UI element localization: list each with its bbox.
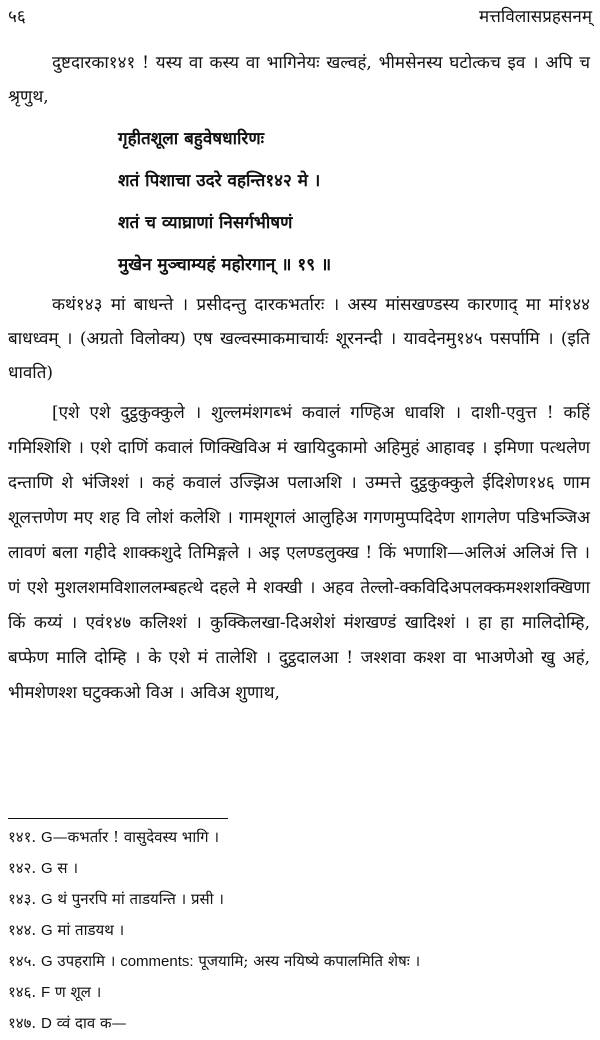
footnote-text: उपहरामि । bbox=[57, 952, 121, 970]
footnote-text: व्वं दाव क— bbox=[56, 1014, 127, 1032]
footnote-number: १४४. bbox=[8, 921, 37, 939]
footnote-number: १४७. bbox=[8, 1014, 37, 1032]
footnote-number: १४२. bbox=[8, 859, 37, 877]
running-title: मत्तविलासप्रहसनम् bbox=[479, 7, 592, 27]
paragraph-2: कथं१४३ मां बाधन्ते । प्रसीदन्तु दारकभर्तारः । अस्य मांसखण्डस्य कारणाद् मा मां१४४ बाधध्वम् । (अग्रतो विलोक्य) एष खल्वस्माकमाचार्यः शूरनन्दी । यावदेनमु१४५ पसर्पामि । (इति धावति) bbox=[8, 295, 590, 383]
footnote-text: थं पुनरपि मां ताडयन्ति । प्रसी । bbox=[57, 890, 224, 908]
footnotes bbox=[8, 822, 590, 1039]
footnote-siglum: G bbox=[40, 891, 53, 908]
verse-block bbox=[8, 118, 590, 286]
footnote-146 bbox=[8, 977, 590, 1008]
main-text bbox=[8, 46, 590, 711]
footnote-number: १४५. bbox=[8, 952, 37, 970]
footnote-text-continued: पूजयामि; अस्य नयिष्ये कपालमिति शेषः । bbox=[193, 952, 421, 970]
footnote-141 bbox=[8, 822, 590, 853]
footnote-number: १४३. bbox=[8, 890, 37, 908]
footnote-siglum: D bbox=[40, 1015, 52, 1032]
verse-line-2: शतं पिशाचा उदरे वहन्ति१४२ मे । bbox=[118, 171, 321, 191]
footnote-siglum: G bbox=[40, 860, 53, 877]
footnote-text: —कभर्तार ! वासुदेवस्य भागि । bbox=[52, 828, 220, 846]
footnote-147 bbox=[8, 1008, 590, 1039]
verse-line-4: मुखेन मुञ्चाम्यहं महोरगान् ॥ १९ ॥ bbox=[118, 255, 332, 275]
paragraph-1: दुष्टदारका१४१ ! यस्य वा कस्य वा भागिनेयः खल्वहं, भीमसेनस्य घटोत्कच इव । अपि च श्रृणुथ, bbox=[8, 53, 590, 107]
footnote-siglum: G bbox=[40, 829, 53, 846]
footnote-siglum: G bbox=[40, 953, 53, 970]
footnote-142 bbox=[8, 853, 590, 884]
verse-line-1: गृहीतशूला बहुवेषधारिणः bbox=[118, 129, 265, 149]
footnote-text: स । bbox=[57, 859, 78, 877]
footnote-144 bbox=[8, 915, 590, 946]
footnote-number: १४१. bbox=[8, 828, 37, 846]
footnote-divider bbox=[8, 818, 228, 819]
page-header bbox=[8, 2, 592, 36]
footnote-145 bbox=[8, 946, 590, 977]
footnote-siglum: G bbox=[40, 922, 53, 939]
footnote-siglum: F bbox=[40, 984, 51, 1001]
footnote-number: १४६. bbox=[8, 983, 37, 1001]
footnote-text: ण शूल । bbox=[54, 983, 102, 1001]
footnote-comments-label: comments: bbox=[120, 953, 194, 970]
paragraph-3-prakrit: [एशे एशे दुट्ठकुक्कुले । शुल्लमंशगब्भं कवालं गण्हिअ धावशि । दाशी-एवुत्त ! कहिं गमिश्शिशि । एशे दाणिं कवालं णिक्खिविअ मं खायिदुकामो अहिमुहं आहावइ । इमिणा पत्थलेण दन्ताणि शे भंजिश्शं । कहं कवालं उज्झिअ पलाअशि । उम्मत्ते दुट्ठकुक्कुले ईदिशेण१४६ णाम शूलत्तणेण मए शह वि लोशं कलेशि । गामशूगलं आलुहिअ गगणमुप्पदिदेण शागलेण पडिभञ्जिअ लावणं बला गहीदे शाक्कशुदे तिमिङ्गले । अइ एलण्डलुक्ख ! किं भणाशि—अलिअं अलिअं त्ति । णं एशे मुशलशमविशाललम्बहत्थे दहले मे शक्खी । अहव तेल्लो-क्कविदिअपलक्कमश्शशक्खिणा किं कय्यं । एवं१४७ कलिश्शं । कुक्किलखा-दिअशेशं मंशखण्डं खादिश्शं । हा हा मालिदोम्हि, बप्फेण मालि दोम्हि । के एशे मं तालेशि । दुट्ठदालआ ! जश्शवा कश्श वा भाअणेओ खु अहं, भीमशेणश्श घटुक्कओ विअ । अविअ शुणाथ, bbox=[8, 403, 590, 703]
footnote-143 bbox=[8, 884, 590, 915]
page-number: ५६ bbox=[8, 7, 26, 27]
verse-line-3: शतं च व्याघ्राणां निसर्गभीषणं bbox=[118, 213, 293, 233]
footnote-text: मां ताडयथ । bbox=[57, 921, 125, 939]
